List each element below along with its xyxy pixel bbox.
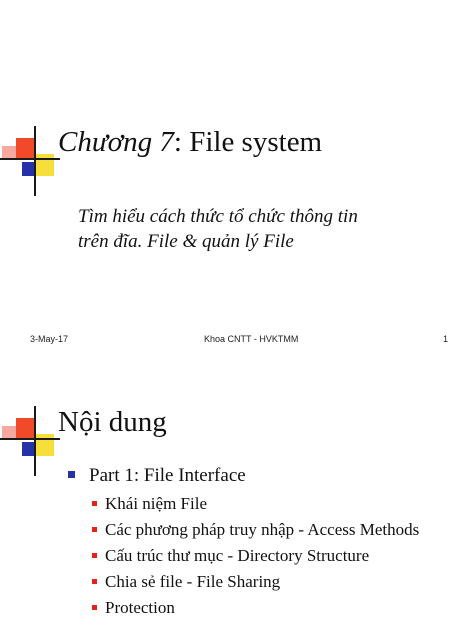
- chapter-label: Chương 7: [58, 126, 174, 158]
- slide-decoration: [0, 122, 60, 202]
- subtitle-line-1: Tìm hiểu cách thức tổ chức thông tin: [78, 206, 358, 227]
- list-subitem: [92, 598, 175, 618]
- list-subitem: [92, 520, 419, 540]
- slide-decoration: [0, 402, 60, 482]
- list-subitem: [92, 494, 207, 514]
- subitem-label: Cấu trúc thư mục - Directory Structure: [105, 546, 370, 565]
- chapter-topic: : File system: [173, 126, 323, 158]
- square-bullet-icon: [92, 527, 97, 532]
- subitem-label: Protection: [105, 598, 175, 617]
- content-title: Nội dung: [58, 406, 167, 438]
- square-bullet-icon: [92, 605, 97, 610]
- footer-page-number: 1: [442, 334, 448, 344]
- square-bullet-icon: [92, 579, 97, 584]
- footer-date: 3-May-17: [30, 334, 69, 344]
- list-item-part1: [68, 465, 246, 487]
- slide-title: [58, 126, 322, 159]
- subitem-label: Khái niệm File: [105, 494, 207, 513]
- list-subitem: [92, 572, 280, 592]
- subitem-label: Chia sẻ file - File Sharing: [105, 572, 281, 591]
- subitem-label: Các phương pháp truy nhập - Access Methods: [105, 520, 420, 539]
- square-bullet-icon: [92, 553, 97, 558]
- footer-organization: Khoa CNTT - HVKTMM: [204, 334, 299, 344]
- subtitle-line-2: trên đĩa. File & quản lý File: [78, 231, 294, 252]
- square-bullet-icon: [92, 501, 97, 506]
- slide-subtitle: [78, 204, 418, 254]
- list-subitem: [92, 546, 369, 566]
- part1-label: Part 1: File Interface: [89, 465, 246, 486]
- square-bullet-icon: [68, 471, 75, 478]
